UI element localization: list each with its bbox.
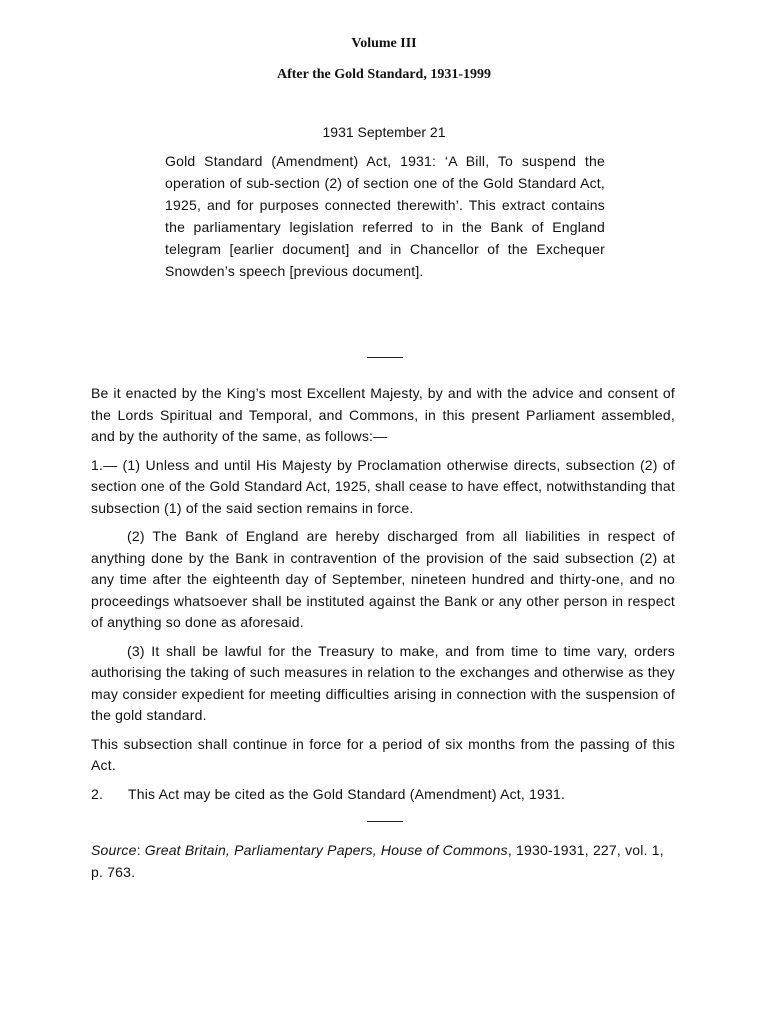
source-colon: : <box>136 842 141 858</box>
separator-rule-top <box>367 357 403 358</box>
section1-subsection1: 1.— (1) Unless and until His Majesty by Proclamation otherwise directs, subsection (2) of section one of the Gold Standard Act, 1925, shall cease to have effect, notwithstanding that subsection (1) of the said section remains in force. <box>91 456 675 516</box>
enacting-formula: Be it enacted by the King’s most Excellent Majesty, by and with the advice and consent of the Lords Spiritual and Temporal, and Commons, in this present Parliament assembled, and by the authority of the same, as follows:— <box>91 385 675 444</box>
duration-clause: This subsection shall continue in force for a period of six months from the passing of this Act. <box>91 735 675 773</box>
source-citation <box>91 840 675 883</box>
source-label: Source <box>91 842 137 858</box>
document-description: Gold Standard (Amendment) Act, 1931: ‘A Bill, To suspend the operation of sub-section (2) of section one of the Gold Standard Act, 1925, and for purposes connected therewith’. This extract contains the parliamentary legislation referred to in the Bank of England telegram [earlier document] and in Chancellor of the Exchequer Snowden’s speech [previous document]. <box>165 153 605 279</box>
section2-number: 2. <box>91 785 104 802</box>
source-work-title: Great Britain, Parliamentary Papers, House of Commons <box>144 842 508 858</box>
source-details: , 1930-1931, 227, vol. 1, p. 763. <box>91 842 664 880</box>
volume-heading: Volume III <box>351 36 417 51</box>
separator-rule-bottom <box>367 821 403 822</box>
document-date: 1931 September 21 <box>322 124 446 140</box>
section1-subsection3: (3) It shall be lawful for the Treasury to make, and from time to time vary, orders authorising the taking of such measures in relation to the exchanges and otherwise as they may consider expedient for meeting difficulties arising in connection with the suspension of the gold standard. <box>91 642 675 723</box>
act-body <box>91 383 675 812</box>
series-title: After the Gold Standard, 1931-1999 <box>276 67 492 82</box>
section2-text: This Act may be cited as the Gold Standard (Amendment) Act, 1931. <box>128 785 566 802</box>
section2 <box>91 784 675 806</box>
section1-subsection2: (2) The Bank of England are hereby discharged from all liabilities in respect of anything done by the Bank in contravention of the provision of the said subsection (2) at any time after the eighteenth day of September, nineteen hundred and thirty-one, and no proceedings whatsoever shall be instituted against the Bank or any other person in respect of anything so done as aforesaid. <box>91 528 675 630</box>
